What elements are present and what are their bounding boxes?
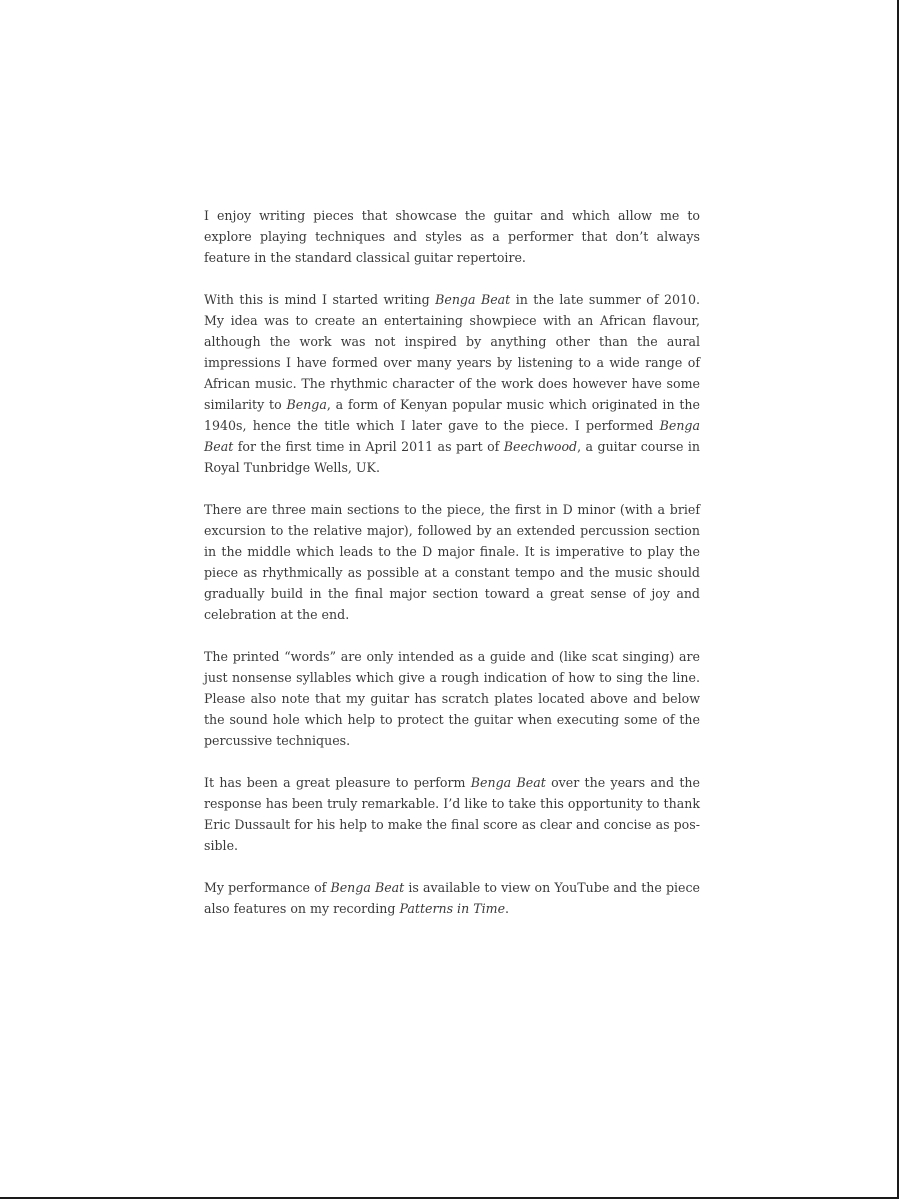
text-segment: , a form of Kenyan popular music which originated in the 1940s, hence the title which I later gave to the piece. I performed xyxy=(204,397,700,433)
paragraph-intro xyxy=(204,205,700,268)
text-segment: There are three main sections to the piece, the first in D minor (with a brief excursion to the relative major), followed by an extended percussion section in the middle which leads to the D major finale. It is imperative to play the piece as rhythmically as possible at a constant tempo and the music should gradually build in the final major section toward a great sense of joy and celebration at the end. xyxy=(204,502,700,622)
text-segment: , a guitar course in Royal Tunbridge Wells, UK. xyxy=(204,439,701,475)
text-segment: My performance of xyxy=(204,880,331,895)
paragraph-thanks xyxy=(204,772,700,856)
text-segment: for the first time in April 2011 as part of xyxy=(233,439,504,454)
text-segment: is available to view on YouTube and the piece also features on my recording xyxy=(204,880,700,916)
genre-name-italic: Benga xyxy=(286,397,327,412)
text-segment: It has been a great pleasure to perform xyxy=(204,775,471,790)
work-title-italic: Benga Beat xyxy=(330,880,405,895)
text-segment: over the years and the response has been truly remarkable. I’d like to take this opportunity to thank Eric Dussault for his help to make the final score as clear and concise as possible. xyxy=(204,775,700,853)
course-name-italic: Beechwood xyxy=(503,439,578,454)
text-segment: The printed “words” are only intended as a guide and (like scat singing) are just nonsense syllables which give a rough indication of how to sing the line. Please also note that my guitar has scratch plates located above and below the sound hole which help to protect the guitar when executing some of the percussive techniques. xyxy=(204,649,700,748)
work-title-italic: Benga Beat xyxy=(435,292,511,307)
paragraph-recording xyxy=(204,877,700,919)
paragraph-structure xyxy=(204,499,700,625)
paragraph-origin xyxy=(204,289,700,478)
album-title-italic: Patterns in Time xyxy=(399,901,506,916)
work-title-italic: Benga Beat xyxy=(470,775,546,790)
text-segment: I enjoy writing pieces that showcase the guitar and which allow me to explore playing techniques and styles as a performer that don’t always feature in the standard classical guitar repertoire. xyxy=(204,208,700,265)
preface-text xyxy=(204,205,700,919)
text-segment: With this is mind I started writing xyxy=(204,292,436,307)
text-segment: . xyxy=(505,901,510,916)
paragraph-words-note xyxy=(204,646,700,751)
text-segment: in the late summer of 2010. My idea was to create an entertaining showpiece with an African flavour, although the work was not inspired by anything other than the aural impressions I have formed over many years by listening to a wide range of African music. The rhythmic character of the work does however have some similarity to xyxy=(204,292,701,412)
work-title-italic: Benga Beat xyxy=(204,418,700,454)
